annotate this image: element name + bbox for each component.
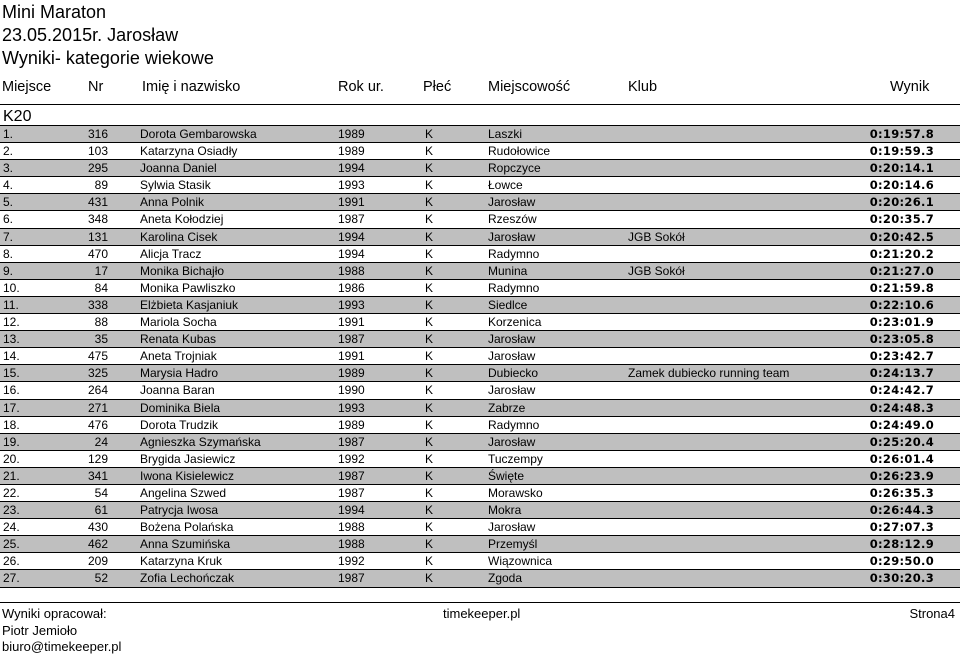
table-row [0,246,960,263]
cell-place: 26. [3,554,20,569]
table-row [0,348,960,365]
cell-sex: K [425,297,434,312]
table-row [0,451,960,468]
cell-name: Dominika Biela [140,400,221,415]
cell-time: 0:23:42.7 [869,349,934,364]
cell-year: 1993 [338,178,365,193]
table-row [0,468,960,485]
col-header-name: Imię i nazwisko [142,79,241,95]
cell-place: 2. [3,144,14,159]
cell-time: 0:20:14.6 [869,178,934,193]
footer-email: biuro@timekeeper.pl [2,639,122,654]
cell-time: 0:21:59.8 [869,280,934,295]
cell-year: 1989 [338,417,365,432]
cell-city: Jarosław [488,349,536,364]
cell-time: 0:23:01.9 [869,315,934,330]
cell-place: 27. [3,571,20,586]
cell-year: 1994 [338,161,365,176]
cell-city: Wiązownica [488,554,553,569]
cell-year: 1994 [338,229,365,244]
cell-sex: K [425,144,434,159]
footer-divider [0,602,960,603]
cell-place: 15. [3,366,20,381]
cell-place: 3. [3,161,14,176]
cell-city: Radymno [488,417,540,432]
cell-time: 0:20:35.7 [869,212,934,227]
cell-time: 0:24:48.3 [869,400,934,415]
table-row [0,417,960,434]
cell-place: 10. [3,280,20,295]
cell-nr: 209 [88,554,109,569]
cell-year: 1994 [338,246,365,261]
cell-year: 1986 [338,280,365,295]
table-row [0,365,960,382]
cell-nr: 129 [88,451,109,466]
cell-name: Brygida Jasiewicz [140,451,236,466]
cell-place: 18. [3,417,20,432]
table-row [0,263,960,280]
cell-name: Monika Pawliszko [140,280,236,295]
cell-name: Anna Polnik [140,195,205,210]
table-row [0,314,960,331]
cell-city: Jarosław [488,229,536,244]
cell-time: 0:26:44.3 [869,503,934,518]
cell-city: Rzeszów [488,212,537,227]
cell-sex: K [425,417,434,432]
cell-city: Korzenica [488,315,542,330]
footer-author: Piotr Jemioło [2,623,78,638]
cell-place: 17. [3,400,20,415]
cell-place: 19. [3,434,20,449]
cell-nr: 103 [88,144,109,159]
cell-year: 1988 [338,263,365,278]
cell-name: Anna Szumińska [140,537,231,552]
cell-club: JGB Sokół [628,263,685,278]
cell-city: Zabrze [488,400,526,415]
cell-sex: K [425,537,434,552]
cell-year: 1988 [338,537,365,552]
cell-name: Katarzyna Kruk [140,554,223,569]
cell-nr: 348 [88,212,109,227]
cell-name: Zofia Lechończak [140,571,235,586]
cell-nr: 475 [88,349,109,364]
cell-year: 1987 [338,571,365,586]
results-table [0,126,960,588]
cell-city: Jarosław [488,520,536,535]
cell-time: 0:28:12.9 [869,537,934,552]
cell-place: 12. [3,315,20,330]
page-subtitle: Wyniki- kategorie wiekowe [2,48,214,68]
cell-sex: K [425,229,434,244]
cell-place: 22. [3,485,20,500]
cell-name: Elżbieta Kasjaniuk [140,297,239,312]
cell-city: Zgoda [488,571,523,586]
cell-time: 0:29:50.0 [869,554,934,569]
cell-sex: K [425,127,434,141]
cell-sex: K [425,195,434,210]
cell-year: 1989 [338,144,365,159]
cell-name: Angelina Szwed [140,485,227,500]
cell-place: 9. [3,263,14,278]
table-row [0,400,960,417]
cell-city: Jarosław [488,383,536,398]
page-title: Mini Maraton [2,2,107,22]
cell-nr: 316 [88,127,109,141]
cell-sex: K [425,520,434,535]
cell-sex: K [425,485,434,500]
cell-name: Renata Kubas [140,332,217,347]
cell-year: 1993 [338,297,365,312]
cell-nr: 89 [94,178,108,193]
cell-name: Joanna Daniel [140,161,217,176]
cell-sex: K [425,161,434,176]
cell-city: Radymno [488,246,540,261]
cell-place: 25. [3,537,20,552]
table-row [0,297,960,314]
cell-year: 1994 [338,503,365,518]
cell-year: 1990 [338,383,365,398]
cell-nr: 52 [94,571,108,586]
cell-year: 1987 [338,434,365,449]
cell-city: Laszki [488,127,523,141]
cell-place: 11. [3,297,19,312]
table-row [0,194,960,211]
cell-place: 24. [3,520,20,535]
cell-city: Mokra [488,503,522,518]
cell-time: 0:20:42.5 [869,229,934,244]
cell-sex: K [425,571,434,586]
col-header-result: Wynik [890,79,930,95]
cell-nr: 88 [94,315,108,330]
cell-year: 1987 [338,485,365,500]
cell-sex: K [425,503,434,518]
col-header-place: Miejsce [2,79,52,95]
cell-place: 16. [3,383,20,398]
table-row [0,502,960,519]
cell-nr: 35 [94,332,108,347]
cell-place: 13. [3,332,20,347]
event-date-place: 23.05.2015r. Jarosław [2,25,179,45]
cell-nr: 476 [88,417,109,432]
cell-name: Dorota Trudzik [140,417,219,432]
cell-nr: 295 [88,161,109,176]
cell-time: 0:26:23.9 [869,468,934,483]
cell-nr: 24 [94,434,108,449]
header-divider [0,104,960,105]
cell-time: 0:20:26.1 [869,195,934,210]
cell-place: 23. [3,503,20,518]
cell-city: Tuczempy [488,451,543,466]
cell-nr: 431 [88,195,109,210]
cell-city: Jarosław [488,434,536,449]
cell-city: Święte [488,468,525,483]
cell-nr: 271 [88,400,109,415]
table-row [0,211,960,228]
cell-sex: K [425,263,434,278]
cell-sex: K [425,383,434,398]
table-row [0,536,960,553]
cell-time: 0:25:20.4 [869,434,934,449]
cell-sex: K [425,315,434,330]
cell-year: 1992 [338,451,365,466]
cell-sex: K [425,451,434,466]
cell-name: Iwona Kisielewicz [140,468,235,483]
cell-time: 0:22:10.6 [869,297,934,312]
cell-nr: 338 [88,297,109,312]
cell-city: Jarosław [488,195,536,210]
cell-nr: 264 [88,383,109,398]
cell-city: Ropczyce [488,161,541,176]
cell-sex: K [425,366,434,381]
cell-time: 0:30:20.3 [869,571,934,586]
cell-name: Alicja Tracz [140,246,202,261]
cell-sex: K [425,246,434,261]
col-header-sex: Płeć [423,79,452,95]
cell-time: 0:21:20.2 [869,246,934,261]
cell-city: Łowce [488,178,523,193]
cell-time: 0:27:07.3 [869,520,934,535]
cell-place: 14. [3,349,20,364]
cell-place: 5. [3,195,14,210]
cell-place: 4. [3,178,14,193]
footer-site: timekeeper.pl [443,606,521,621]
cell-nr: 84 [94,280,108,295]
cell-time: 0:19:59.3 [869,144,934,159]
table-row [0,485,960,502]
cell-city: Jarosław [488,332,536,347]
cell-time: 0:21:27.0 [869,263,934,278]
cell-sex: K [425,400,434,415]
cell-sex: K [425,554,434,569]
cell-year: 1988 [338,520,365,535]
table-row [0,160,960,177]
table-row [0,126,960,143]
cell-year: 1987 [338,332,365,347]
cell-year: 1993 [338,400,365,415]
cell-nr: 341 [88,468,109,483]
cell-city: Munina [488,263,528,278]
cell-name: Patrycja Iwosa [140,503,219,518]
cell-nr: 470 [88,246,109,261]
cell-city: Przemyśl [488,537,538,552]
cell-year: 1991 [338,349,365,364]
cell-time: 0:19:57.8 [869,127,934,141]
cell-nr: 17 [94,263,108,278]
cell-place: 21. [3,468,20,483]
table-row [0,229,960,246]
cell-year: 1991 [338,195,365,210]
cell-nr: 61 [94,503,108,518]
cell-club: Zamek dubiecko running team [628,366,790,381]
cell-name: Sylwia Stasik [140,178,211,193]
cell-name: Aneta Trojniak [140,349,217,364]
cell-name: Mariola Socha [140,315,217,330]
cell-name: Monika Bichajło [140,263,225,278]
cell-city: Dubiecko [488,366,539,381]
cell-place: 1. [3,127,14,141]
cell-sex: K [425,212,434,227]
table-row [0,280,960,297]
cell-place: 8. [3,246,14,261]
cell-name: Agnieszka Szymańska [140,434,261,449]
cell-year: 1989 [338,127,365,141]
cell-year: 1987 [338,468,365,483]
cell-name: Aneta Kołodziej [140,212,224,227]
footer-page-number: Strona4 [909,606,955,621]
cell-place: 20. [3,451,20,466]
table-row [0,143,960,160]
category-label: K20 [3,108,32,125]
cell-nr: 131 [88,229,109,244]
cell-city: Rudołowice [488,144,551,159]
cell-sex: K [425,349,434,364]
cell-time: 0:24:13.7 [869,366,934,381]
cell-year: 1991 [338,315,365,330]
cell-year: 1987 [338,212,365,227]
cell-city: Morawsko [488,485,543,500]
cell-place: 6. [3,212,14,227]
col-header-club: Klub [628,79,658,95]
cell-place: 7. [3,229,14,244]
cell-name: Karolina Cisek [140,229,218,244]
cell-club: JGB Sokół [628,229,685,244]
cell-time: 0:26:01.4 [869,451,934,466]
cell-year: 1989 [338,366,365,381]
table-row [0,434,960,451]
table-row [0,331,960,348]
cell-name: Marysia Hadro [140,366,219,381]
cell-time: 0:24:49.0 [869,417,934,432]
cell-name: Katarzyna Osiadły [140,144,238,159]
cell-city: Radymno [488,280,540,295]
col-header-city: Miejscowość [488,79,571,95]
col-header-year: Rok ur. [338,79,384,95]
cell-sex: K [425,178,434,193]
cell-nr: 54 [94,485,108,500]
cell-time: 0:20:14.1 [869,161,934,176]
table-row [0,519,960,536]
cell-sex: K [425,332,434,347]
cell-nr: 325 [88,366,109,381]
cell-nr: 430 [88,520,109,535]
cell-nr: 462 [88,537,109,552]
cell-name: Joanna Baran [140,383,215,398]
table-row [0,382,960,399]
cell-sex: K [425,468,434,483]
cell-city: Siedlce [488,297,528,312]
footer-prepared-by: Wyniki opracował: [2,606,107,621]
cell-time: 0:24:42.7 [869,383,934,398]
cell-sex: K [425,434,434,449]
col-header-nr: Nr [88,79,104,95]
cell-time: 0:26:35.3 [869,485,934,500]
cell-year: 1992 [338,554,365,569]
cell-sex: K [425,280,434,295]
table-row [0,570,960,587]
cell-name: Dorota Gembarowska [140,127,257,141]
cell-time: 0:23:05.8 [869,332,934,347]
cell-name: Bożena Polańska [140,520,234,535]
table-row [0,177,960,194]
table-row [0,553,960,570]
